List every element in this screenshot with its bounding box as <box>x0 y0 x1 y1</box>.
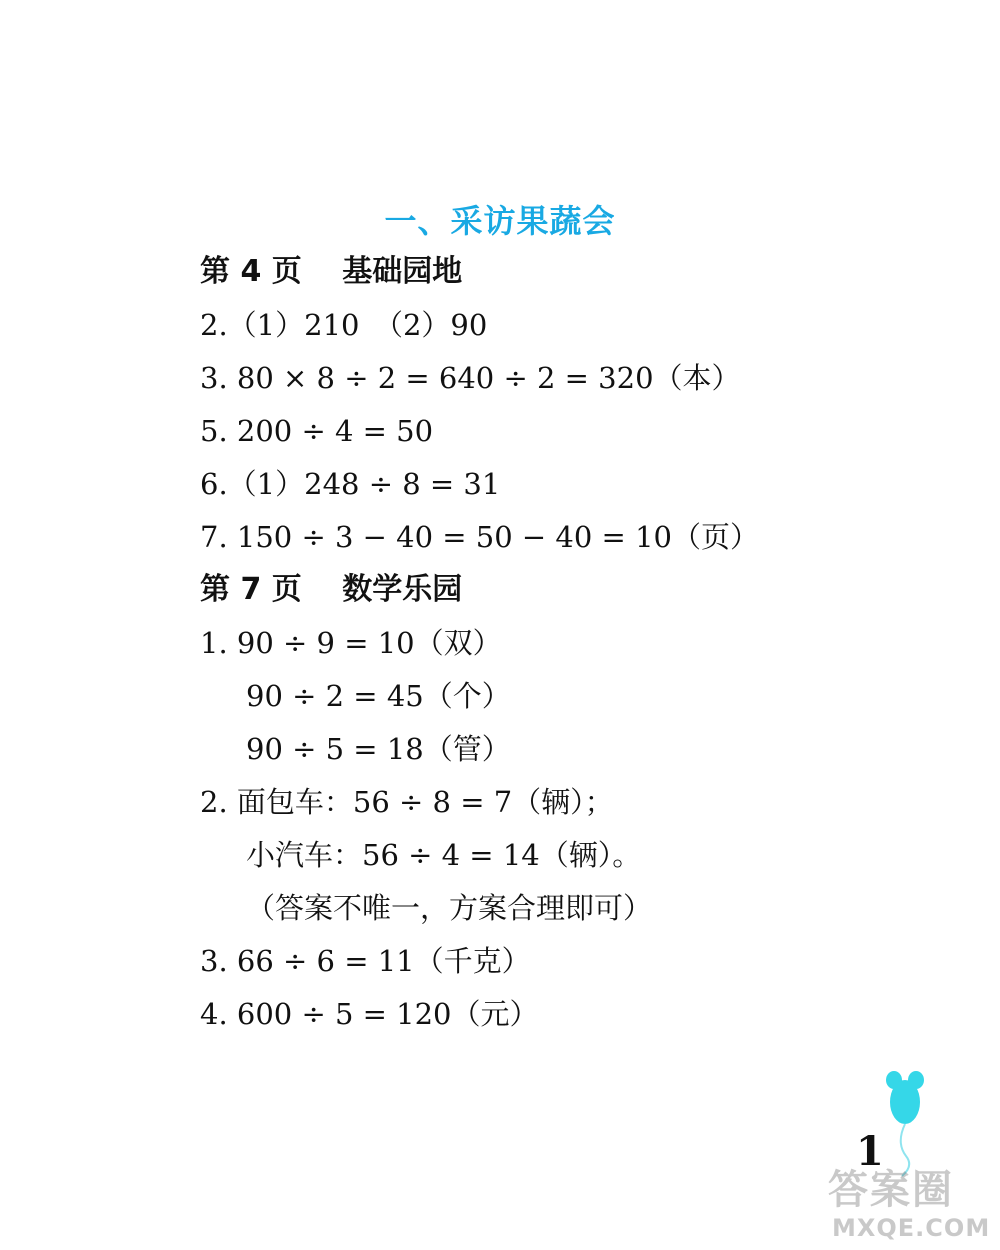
section-title: 一、采访果蔬会 <box>384 202 616 240</box>
answer-line: 5. 200 ÷ 4 = 50 <box>200 414 434 448</box>
answer-line: 3. 66 ÷ 6 = 11（千克） <box>200 944 531 978</box>
answer-line: 2.（1）210 （2）90 <box>200 308 488 342</box>
answer-line: 90 ÷ 5 = 18（管） <box>246 732 511 766</box>
section-heading-page-7: 第 7 页 数学乐园 <box>200 572 463 607</box>
section-heading-page-4: 第 4 页 基础园地 <box>200 254 463 289</box>
answer-line: 4. 600 ÷ 5 = 120（元） <box>200 997 539 1031</box>
watermark-logo: 答案圈 <box>828 1167 954 1213</box>
answer-line: 90 ÷ 2 = 45（个） <box>246 679 511 713</box>
answer-line: 3. 80 × 8 ÷ 2 = 640 ÷ 2 = 320（本） <box>200 361 741 395</box>
answer-line: 7. 150 ÷ 3 − 40 = 50 − 40 = 10（页） <box>200 520 759 554</box>
watermark <box>824 1158 1000 1250</box>
answer-line: 6.（1）248 ÷ 8 = 31 <box>200 467 501 501</box>
answer-line: 小汽车：56 ÷ 4 = 14（辆）。 <box>246 838 642 872</box>
watermark-url: MXQE.COM <box>832 1214 991 1242</box>
answer-line: 2. 面包车：56 ÷ 8 = 7（辆）； <box>200 785 614 819</box>
answer-line: 1. 90 ÷ 9 = 10（双） <box>200 626 502 660</box>
page-number: 1 <box>856 1128 884 1175</box>
answer-line: （答案不唯一，方案合理即可） <box>246 891 653 925</box>
